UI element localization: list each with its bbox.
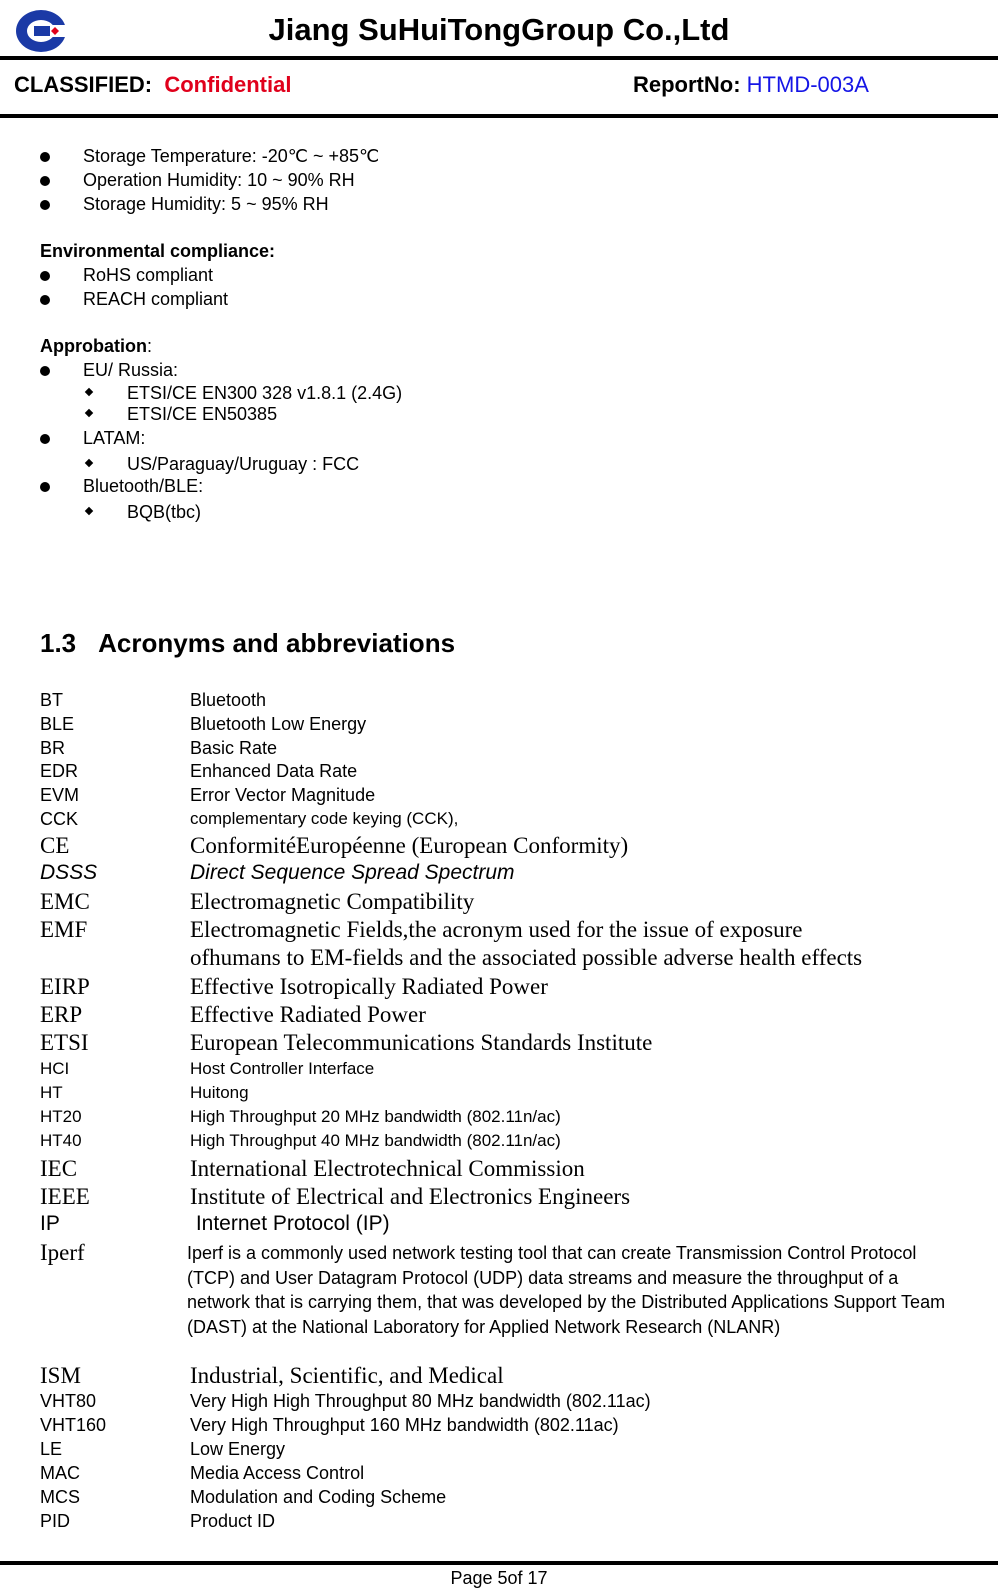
diamond-bullet-icon — [85, 459, 93, 467]
acronym-term: LE — [40, 1439, 63, 1459]
acronym-definition: European Telecommunications Standards Institute — [190, 1030, 653, 1055]
sub-list-item: ETSI/CE EN300 328 v1.8.1 (2.4G) — [127, 383, 403, 403]
list-item: Operation Humidity: 10 ~ 90% RH — [83, 170, 355, 190]
bullet-icon — [40, 271, 50, 281]
header-rule — [0, 56, 998, 60]
diamond-bullet-icon — [85, 388, 93, 396]
list-item: EU/ Russia: — [83, 360, 179, 380]
acronym-term: IP — [40, 1212, 60, 1235]
bullet-icon — [40, 152, 50, 162]
acronym-term: Iperf — [40, 1240, 85, 1265]
sub-list-item: ETSI/CE EN50385 — [127, 404, 278, 424]
acronym-term: CCK — [40, 809, 79, 829]
acronym-term: BT — [40, 690, 64, 710]
acronym-definition: ConformitéEuropéenne (European Conformity) — [190, 833, 629, 858]
classification-value: Confidential — [164, 72, 292, 97]
bullet-icon — [40, 176, 50, 186]
bullet-icon — [40, 434, 50, 444]
acronym-definition-cont: ofhumans to EM-fields and the associated possible adverse health effects — [190, 945, 863, 970]
acronym-term: HCI — [40, 1059, 70, 1078]
diamond-bullet-icon — [85, 409, 93, 417]
acronym-term: ISM — [40, 1363, 81, 1388]
list-item: RoHS compliant — [83, 265, 214, 285]
sub-list-item: BQB(tbc) — [127, 502, 202, 522]
acronym-term: EVM — [40, 785, 80, 805]
acronym-term: EMF — [40, 917, 88, 942]
acronym-term: PID — [40, 1511, 71, 1531]
acronym-term: MAC — [40, 1463, 80, 1483]
acronym-term: MCS — [40, 1487, 80, 1507]
acronym-definition: Electromagnetic Fields,the acronym used for the issue of exposure — [190, 917, 803, 942]
acronym-definition: Host Controller Interface — [190, 1059, 375, 1078]
acronym-term: VHT80 — [40, 1391, 97, 1411]
acronym-term: IEEE — [40, 1184, 90, 1209]
compliance-heading: Environmental compliance: — [40, 241, 276, 261]
acronym-term: BR — [40, 738, 66, 758]
acronym-definition: Huitong — [190, 1083, 249, 1102]
acronym-term: VHT160 — [40, 1415, 107, 1435]
acronym-definition: Effective Radiated Power — [190, 1002, 426, 1027]
sub-list-item: US/Paraguay/Uruguay : FCC — [127, 454, 360, 474]
acronym-definition: complementary code keying (CCK), — [190, 809, 459, 828]
list-item: Bluetooth/BLE: — [83, 476, 204, 496]
acronym-definition: Bluetooth — [190, 690, 267, 710]
list-item: Storage Temperature: -20℃ ~ +85℃ — [83, 146, 380, 166]
acronym-term: CE — [40, 833, 70, 858]
acronym-definition: Enhanced Data Rate — [190, 761, 358, 781]
acronym-definition: International Electrotechnical Commission — [190, 1156, 585, 1181]
approbation-heading: Approbation: — [40, 336, 152, 356]
acronym-definition: Electromagnetic Compatibility — [190, 889, 475, 914]
acronym-definition: Very High High Throughput 80 MHz bandwidth (802.11ac) — [190, 1391, 651, 1411]
header-rule-bottom — [0, 114, 998, 118]
classification: CLASSIFIED: Confidential — [14, 72, 292, 97]
acronym-term: EIRP — [40, 974, 90, 999]
section-heading: 1.3 Acronyms and abbreviations — [40, 628, 456, 658]
acronym-term: HT20 — [40, 1107, 82, 1126]
acronym-definition: Media Access Control — [190, 1463, 365, 1483]
bullet-icon — [40, 482, 50, 492]
acronym-term: BLE — [40, 714, 75, 734]
list-item: LATAM: — [83, 428, 146, 448]
acronym-term: EMC — [40, 889, 90, 914]
acronym-definition: Error Vector Magnitude — [190, 785, 376, 805]
acronym-term: EDR — [40, 761, 79, 781]
acronym-definition: High Throughput 20 MHz bandwidth (802.11n/ac) — [190, 1107, 561, 1126]
acronym-term: ETSI — [40, 1030, 89, 1055]
page-number: Page 5of 17 — [450, 1568, 548, 1588]
report-number-value: HTMD-003A — [746, 72, 869, 97]
acronym-definition: Product ID — [190, 1511, 276, 1531]
bullet-icon — [40, 295, 50, 305]
acronym-definition: Internet Protocol (IP) — [190, 1212, 390, 1235]
list-item: Storage Humidity: 5 ~ 95% RH — [83, 194, 329, 214]
acronym-term: DSSS — [40, 861, 98, 884]
company-name: Jiang SuHuiTongGroup Co.,Ltd — [268, 12, 730, 47]
acronym-definition: Iperf is a commonly used network testing tool that can create Transmission Control Protocol (TCP) and User Datagram Protocol (UDP) data streams and measure the throughput of a network that is carrying them, that was developed by the Distributed Applications Support Team (DAST) at the National Laboratory for Applied Network Research (NLANR) — [187, 1243, 946, 1337]
acronym-definition: Modulation and Coding Scheme — [190, 1487, 447, 1507]
acronym-definition: Institute of Electrical and Electronics Engineers — [190, 1184, 631, 1209]
acronym-definition: Effective Isotropically Radiated Power — [190, 974, 548, 999]
report-number: ReportNo: HTMD-003A — [633, 72, 869, 97]
bullet-icon — [40, 366, 50, 376]
list-item: REACH compliant — [83, 289, 229, 309]
diamond-bullet-icon — [85, 507, 93, 515]
acronym-term: IEC — [40, 1156, 78, 1181]
acronym-definition: Direct Sequence Spread Spectrum — [190, 861, 515, 884]
acronym-definition: Very High Throughput 160 MHz bandwidth (802.11ac) — [190, 1415, 619, 1435]
acronym-definition: Bluetooth Low Energy — [190, 714, 367, 734]
acronym-definition: High Throughput 40 MHz bandwidth (802.11n/ac) — [190, 1131, 561, 1150]
bullet-icon — [40, 200, 50, 210]
acronym-definition: Industrial, Scientific, and Medical — [190, 1363, 504, 1388]
acronym-definition: Basic Rate — [190, 738, 278, 758]
acronym-term: ERP — [40, 1002, 83, 1027]
acronym-term: HT40 — [40, 1131, 82, 1150]
acronym-definition: Low Energy — [190, 1439, 286, 1459]
acronym-term: HT — [40, 1083, 63, 1102]
footer-rule — [0, 1561, 998, 1565]
